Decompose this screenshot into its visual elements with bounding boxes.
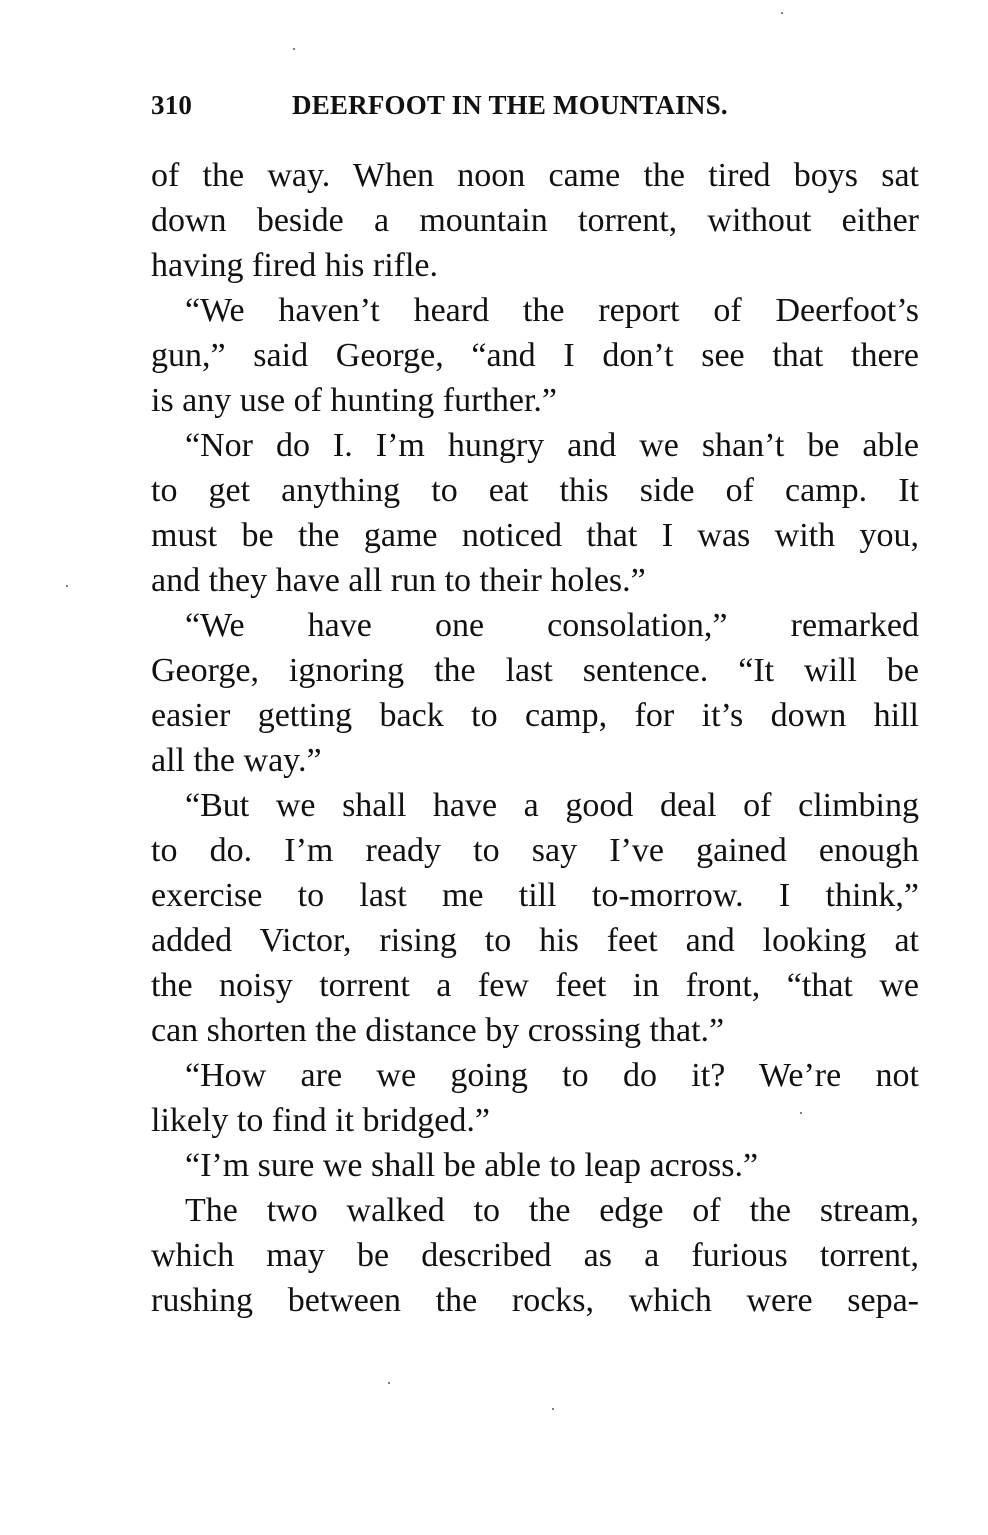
page-number: 310 (151, 90, 193, 120)
text-line: likely to find it bridged.” (151, 1102, 490, 1139)
text-line: and they have all run to their holes.” (151, 562, 646, 599)
scan-speck (781, 12, 783, 14)
scan-speck (66, 585, 68, 587)
text-line: must be the game noticed that I was with you, (151, 517, 919, 554)
text-line: is any use of hunting further.” (151, 382, 558, 419)
scan-speck (552, 1408, 554, 1410)
text-line: added Victor, rising to his feet and looking at (151, 922, 919, 959)
text-line: “We have one consolation,” remarked (185, 607, 919, 644)
text-line: to do. I’m ready to say I’ve gained enough (151, 832, 919, 869)
text-line: The two walked to the edge of the stream, (185, 1192, 919, 1229)
scan-speck (293, 48, 295, 50)
running-title: DEERFOOT IN THE MOUNTAINS. (292, 90, 728, 120)
text-line: “Nor do I. I’m hungry and we shan’t be able (185, 427, 919, 464)
text-line: having fired his rifle. (151, 247, 439, 284)
running-head (151, 90, 919, 130)
text-line: to get anything to eat this side of camp. It (151, 472, 919, 509)
text-line: which may be described as a furious torrent, (151, 1237, 919, 1274)
text-line: all the way.” (151, 742, 322, 779)
text-line: easier getting back to camp, for it’s down hill (151, 697, 919, 734)
text-line: “We haven’t heard the report of Deerfoot’s (185, 292, 919, 329)
text-line: “I’m sure we shall be able to leap across.” (185, 1147, 759, 1184)
body-text (151, 153, 919, 1323)
text-line: exercise to last me till to-morrow. I think,” (151, 877, 919, 914)
text-line: down beside a mountain torrent, without either (151, 202, 919, 239)
scan-speck (800, 1112, 802, 1114)
scan-speck (388, 1382, 390, 1384)
text-line: “But we shall have a good deal of climbing (185, 787, 919, 824)
text-line: rushing between the rocks, which were sepa- (151, 1282, 919, 1319)
text-line: “How are we going to do it? We’re not (185, 1057, 919, 1094)
text-line: gun,” said George, “and I don’t see that there (151, 337, 919, 374)
text-line: George, ignoring the last sentence. “It will be (151, 652, 919, 689)
text-line: can shorten the distance by crossing that.” (151, 1012, 725, 1049)
text-line: of the way. When noon came the tired boys sat (151, 157, 919, 194)
text-line: the noisy torrent a few feet in front, “that we (151, 967, 919, 1004)
